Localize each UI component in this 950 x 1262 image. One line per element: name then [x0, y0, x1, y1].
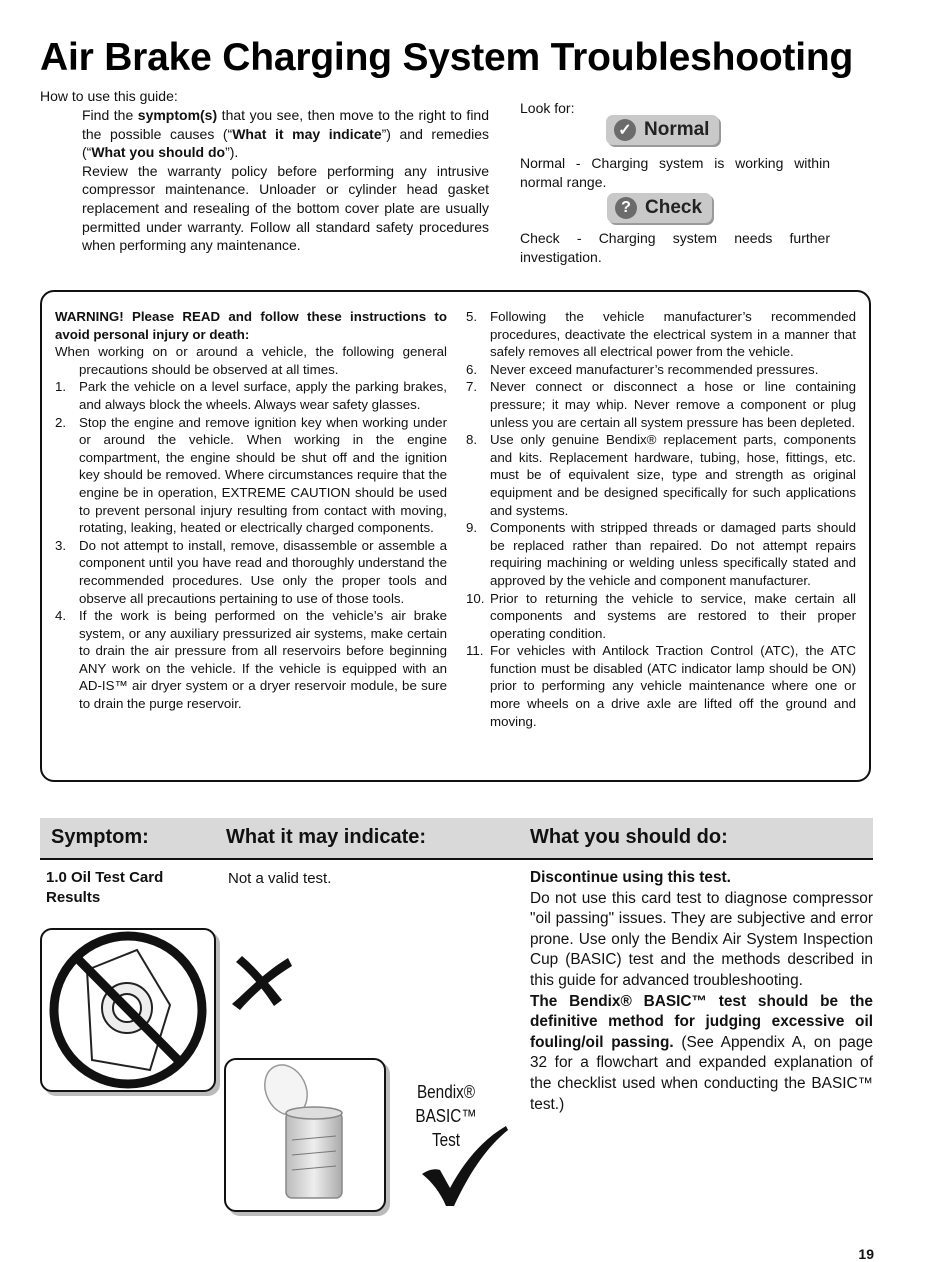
text-bold: What it may indicate: [232, 125, 382, 142]
oil-test-card-image: [40, 928, 216, 1092]
column-symptom: Symptom:: [51, 826, 149, 848]
warning-item-number: 6.: [466, 361, 478, 377]
warning-label: WARNING!: [55, 309, 132, 324]
should-rest: (See Appendix A, on page 32 for a flowchart and expanded explanation of the checklist used when conducting the BASIC™ test.): [530, 1033, 873, 1113]
warning-item-text: For vehicles with Antilock Traction Control (ATC), the ATC function must be disabled (ATC indicator lamp should be ON) prior to performing any vehicle maintenance where one or more wheels on a drive axle are lifted off the ground and moving.: [490, 643, 856, 729]
basic-label-line-2: BASIC™ Test: [415, 1106, 477, 1150]
warning-item-number: 2.: [55, 414, 67, 430]
warning-heading: [55, 308, 447, 343]
warning-item: [55, 414, 447, 537]
warning-item-number: 3.: [55, 537, 67, 553]
column-should: What you should do:: [530, 826, 728, 848]
should-bold: The Bendix® BASIC™ test should be the definitive method for judging excessive oil fouling/oil passing.: [530, 992, 873, 1051]
warning-item-text: Park the vehicle on a level surface, apply the parking brakes, and always block the wheels. Always wear safety glasses.: [79, 379, 447, 412]
lookfor-label: Look for:: [520, 100, 575, 116]
normal-badge-label: Normal: [644, 119, 710, 140]
warning-item-number: 8.: [466, 432, 478, 448]
warning-item-number: 11.: [466, 643, 484, 659]
check-badge-label: Check: [645, 197, 703, 218]
warning-heading-text: Please READ and follow these instructions to avoid personal injury or death:: [55, 309, 447, 342]
normal-badge: [606, 115, 719, 145]
column-indicate: What it may indicate:: [226, 826, 427, 848]
warning-intro: When working on or around a vehicle, the following general precautions should be observed at all times.: [55, 344, 447, 377]
warning-item-text: If the work is being performed on the vehicle’s air brake system, or any auxiliary pressurized air systems, make certain to drain the air pressure from all reservoirs before beginning ANY work on the vehicle. If the vehicle is equipped with an AD-IS™ air dryer system or a dryer reservoir module, be sure to drain the purge reservoir.: [79, 608, 447, 712]
warning-item: [55, 378, 447, 413]
warning-list-left: [55, 378, 447, 712]
warning-item-text: Never exceed manufacturer’s recommended pressures.: [490, 361, 819, 377]
warning-item: [466, 378, 856, 431]
warning-left-column: [55, 308, 447, 713]
normal-description: Normal - Charging system is working within normal range.: [520, 155, 830, 190]
x-mark-icon: [228, 954, 294, 1010]
warning-item: [55, 537, 447, 607]
page-number: 19: [858, 1246, 874, 1262]
text-bold: symptom(s): [137, 107, 218, 123]
warning-item-text: Following the vehicle manufacturer’s recommended procedures, deactivate the electrical system in a manner that safely removes all electrical power from the vehicle.: [490, 309, 856, 360]
text-bold: What you should do: [91, 144, 226, 161]
warning-item-number: 7.: [466, 379, 478, 395]
warning-item: [466, 361, 856, 379]
page-title: Air Brake Charging System Troubleshooting: [40, 36, 854, 79]
should-cell: [530, 868, 873, 1115]
should-paragraph-2: [530, 992, 873, 1116]
table-header: [40, 818, 873, 860]
no-oil-card-icon: [42, 930, 214, 1090]
question-icon: ?: [615, 197, 637, 219]
basic-label-line-1: Bendix®: [416, 1082, 476, 1102]
checkmark-icon: ✓: [614, 119, 636, 141]
warning-item: [466, 308, 856, 361]
warning-item-text: Components with stripped threads or damaged parts should be replaced rather than repaired. Do not attempt repairs requiring machining or welding unless specifically stated and approved by the vehicle and component manufacturer.: [490, 520, 856, 588]
warning-item: [466, 642, 856, 730]
warning-item-text: Prior to returning the vehicle to service, make certain all components and systems are restored to their proper operating condition.: [490, 590, 856, 641]
text: Find the: [82, 107, 138, 123]
warning-item-text: Use only genuine Bendix® replacement parts, components and kits. Replacement hardware, tubing, hose, fittings, etc. must be of equivalent size, type and strength as original equipment and be designed specifically for such applications and systems.: [490, 432, 856, 518]
warning-item-number: 5.: [466, 309, 478, 324]
warning-item-number: 4.: [55, 608, 67, 624]
should-heading: Discontinue using this test.: [530, 869, 731, 886]
warning-item: [55, 607, 447, 713]
indicate-cell: Not a valid test.: [228, 870, 332, 887]
guide-paragraph-1: [82, 106, 489, 162]
warning-right-column: [466, 308, 856, 730]
basic-cup-icon: [226, 1060, 384, 1210]
guide-paragraph-2: Review the warranty policy before performing any intrusive compressor maintenance. Unloader or cylinder head gasket replacement and resealing of the bottom cover plate are usually permitted under warranty. Follow all standard safety procedures when performing any maintenance.: [82, 162, 489, 254]
warning-item-number: 9.: [466, 520, 478, 536]
warning-item: [466, 519, 856, 589]
text: ”) and remedies (“: [82, 125, 490, 161]
guide-intro: How to use this guide:: [40, 88, 178, 104]
check-badge: [607, 193, 712, 223]
warning-list-right: [466, 308, 856, 730]
checkmark-large-icon: [420, 1124, 510, 1208]
warning-item-number: 1.: [55, 379, 67, 395]
should-paragraph-1: Do not use this card test to diagnose compressor "oil passing" issues. They are subjective and error prone. Use only the Bendix Air System Inspection Cup (BASIC) test and the methods described in this guide for advanced troubleshooting.: [530, 889, 873, 989]
symptom-cell: 1.0 Oil Test Card Results: [46, 869, 164, 906]
warning-item-text: Never connect or disconnect a hose or line containing pressure; it may whip. Never remove a component or plug unless you are certain all system pressure has been depleted.: [490, 379, 856, 430]
warning-item: [466, 590, 856, 643]
text: ”).: [225, 144, 239, 161]
warning-item-text: Stop the engine and remove ignition key when working under or around the vehicle. When working in the engine compartment, the engine should be shut off and the ignition key should be removed. Where circumstances require that the engine be in operation, EXTREME CAUTION should be used to prevent personal injury resulting from contact with moving, rotating, leaking, heated or electrically charged components.: [79, 414, 447, 536]
warning-item: [466, 431, 856, 519]
guide-instructions: [82, 106, 489, 255]
warning-item-number: 10.: [466, 590, 485, 606]
text: that you see, then move to the right to find the possible causes (“: [82, 107, 489, 142]
basic-cup-image: [224, 1058, 386, 1212]
check-description: Check - Charging system needs further investigation.: [520, 230, 830, 265]
warning-item-text: Do not attempt to install, remove, disassemble or assemble a component until you have read and thoroughly understand the recommended procedures. Use only the proper tools and observe all precautions pertaining to use of those tools.: [79, 537, 447, 606]
